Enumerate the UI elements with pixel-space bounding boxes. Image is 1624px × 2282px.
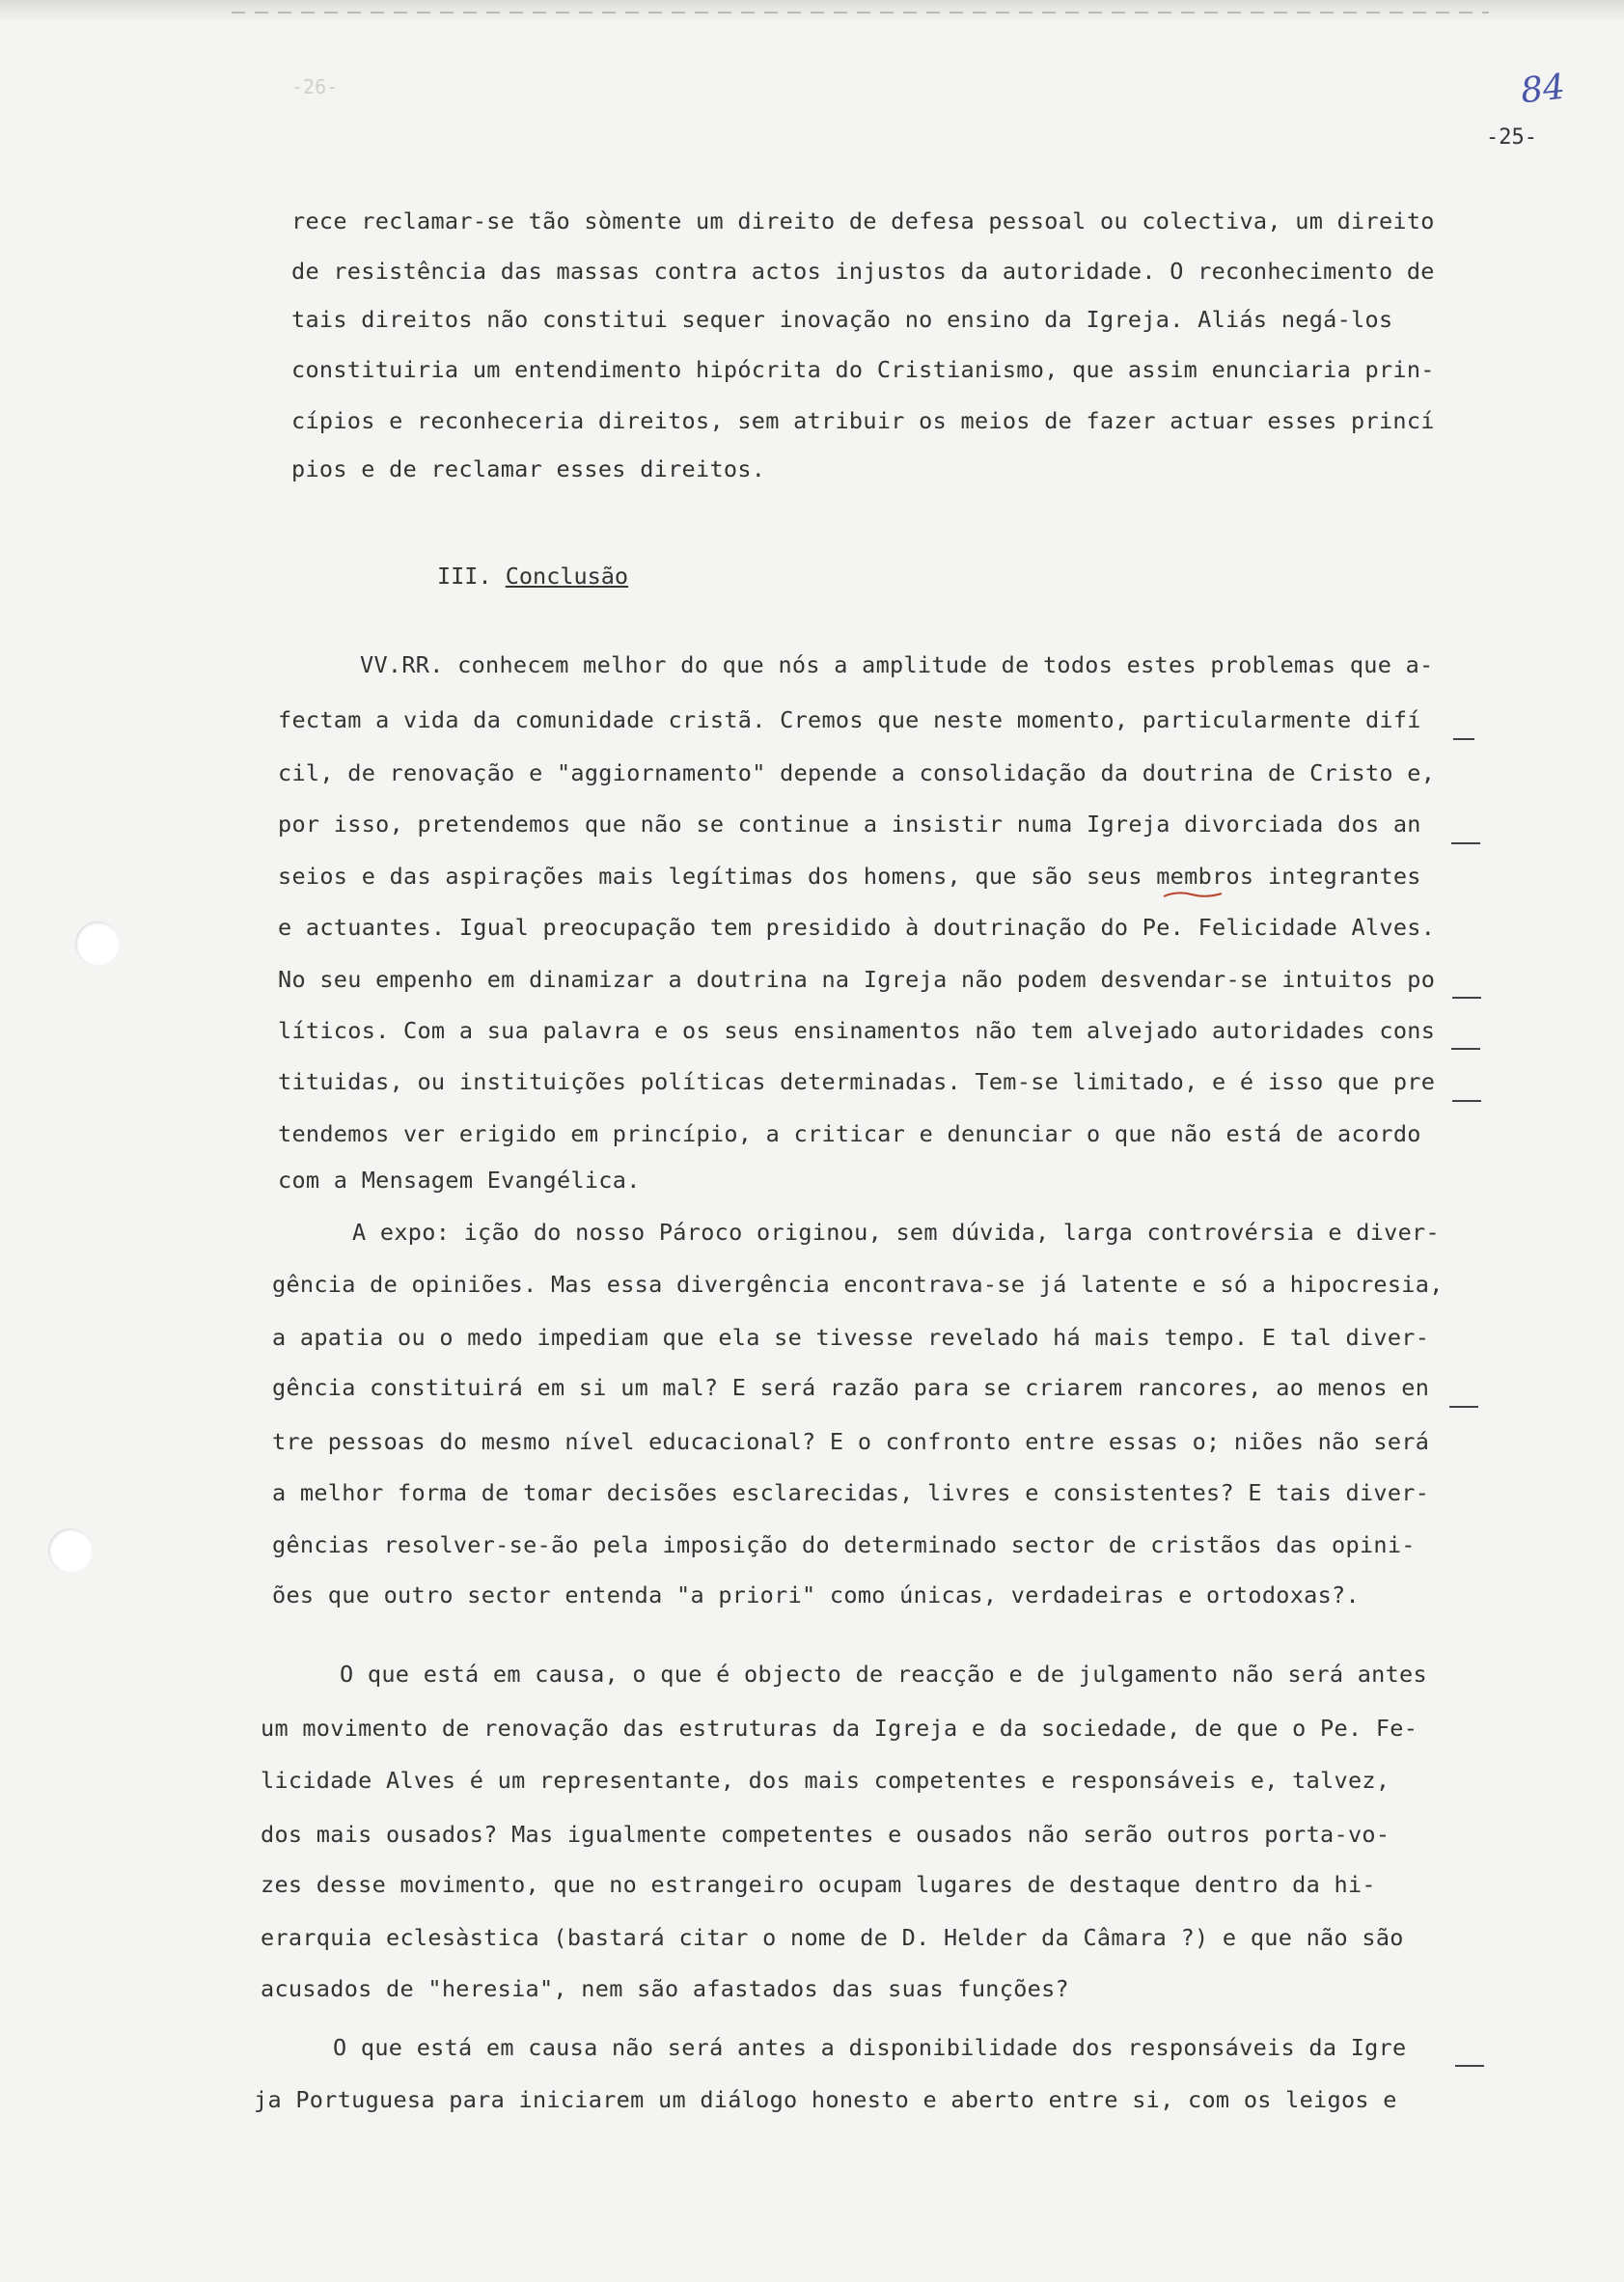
text-line: de resistência das massas contra actos injustos da autoridade. O reconhecimento de	[291, 258, 1435, 285]
text-line: líticos. Com a sua palavra e os seus ensinamentos não tem alvejado autoridades cons	[278, 1017, 1436, 1044]
text-line: A expo: ição do nosso Pároco originou, sem dúvida, larga controvérsia e diver-	[352, 1219, 1440, 1246]
page-edge-marks	[232, 12, 1489, 14]
underline-mark	[1449, 1406, 1478, 1408]
text-line: zes desse movimento, que no estrangeiro ocupam lugares de destaque dentro da hi-	[261, 1871, 1376, 1898]
text-line: dos mais ousados? Mas igualmente competentes e ousados não serão outros porta-vo-	[261, 1821, 1390, 1848]
text-line: por isso, pretendemos que não se continue a insistir numa Igreja divorciada dos an	[278, 811, 1421, 838]
red-pencil-squiggle	[1163, 891, 1223, 898]
section-heading	[437, 563, 628, 590]
text-line: fectam a vida da comunidade cristã. Cremos que neste momento, particularmente difí	[278, 706, 1421, 733]
text-line: constituiria um entendimento hipócrita do Cristianismo, que assim enunciaria prin-	[291, 356, 1435, 383]
text-line: rece reclamar-se tão sòmente um direito de defesa pessoal ou colectiva, um direito	[291, 207, 1435, 234]
text-line: ja Portuguesa para iniciarem um diálogo honesto e aberto entre si, com os leigos e	[254, 2086, 1397, 2113]
text-line: VV.RR. conhecem melhor do que nós a amplitude de todos estes problemas que a-	[360, 651, 1434, 678]
text-line: ões que outro sector entenda "a priori" como únicas, verdadeiras e ortodoxas?.	[272, 1581, 1360, 1608]
text-line: tituidas, ou instituições políticas determinadas. Tem-se limitado, e é isso que pre	[278, 1068, 1436, 1095]
text-line: e actuantes. Igual preocupação tem presidido à doutrinação do Pe. Felicidade Alves.	[278, 914, 1436, 941]
text-line: erarquia eclesàstica (bastará citar o nome de D. Helder da Câmara ?) e que não são	[261, 1924, 1404, 1951]
text-line: O que está em causa, o que é objecto de reacção e de julgamento não será antes	[340, 1661, 1427, 1688]
text-line: a melhor forma de tomar decisões esclarecidas, livres e consistentes? E tais diver-	[272, 1479, 1430, 1506]
text-line: tre pessoas do mesmo nível educacional? E o confronto entre essas o; niões não será	[272, 1428, 1430, 1455]
text-line: um movimento de renovação das estruturas da Igreja e da sociedade, de que o Pe. Fe-	[261, 1715, 1418, 1742]
underline-mark	[1455, 2065, 1484, 2067]
text-line: pios e de reclamar esses direitos.	[291, 455, 766, 482]
text-line: gência constituirá em si um mal? E será razão para se criarem rancores, ao menos en	[272, 1374, 1430, 1401]
underline-mark	[1451, 842, 1480, 844]
text-line: cil, de renovação e "aggiornamento" depende a consolidação da doutrina de Cristo e,	[278, 759, 1436, 786]
section-title: Conclusão	[505, 563, 629, 590]
handwritten-folio-number: 84	[1518, 67, 1567, 112]
text-line: licidade Alves é um representante, dos mais competentes e responsáveis e, talvez,	[261, 1767, 1390, 1794]
underline-mark	[1453, 738, 1474, 740]
faint-page-mark: -26-	[291, 75, 339, 98]
text-line: cípios e reconheceria direitos, sem atribuir os meios de fazer actuar esses princí	[291, 407, 1435, 434]
text-line: acusados de "heresia", nem são afastados das suas funções?	[261, 1975, 1069, 2002]
text-line: gência de opiniões. Mas essa divergência encontrava-se já latente e só a hipocresia,	[272, 1271, 1444, 1298]
text-line: gências resolver-se-ão pela imposição do determinado sector de cristãos das opini-	[272, 1531, 1416, 1558]
underline-mark	[1452, 997, 1481, 999]
punch-hole-lower	[48, 1528, 93, 1573]
text-line: a apatia ou o medo impediam que ela se tivesse revelado há mais tempo. E tal diver-	[272, 1324, 1430, 1351]
page-number: -25-	[1486, 125, 1537, 150]
underline-mark	[1452, 1100, 1481, 1102]
section-number: III.	[437, 563, 492, 590]
underline-mark	[1451, 1048, 1480, 1050]
text-line: O que está em causa não será antes a disponibilidade dos responsáveis da Igre	[333, 2034, 1407, 2061]
text-line: seios e das aspirações mais legítimas dos homens, que são seus membros integrantes	[278, 863, 1421, 890]
punch-hole-upper	[75, 921, 120, 966]
text-line: tais direitos não constitui sequer inovação no ensino da Igreja. Aliás negá-los	[291, 306, 1393, 333]
text-line: tendemos ver erigido em princípio, a criticar e denunciar o que não está de acordo	[278, 1120, 1421, 1147]
text-line: No seu empenho em dinamizar a doutrina na Igreja não podem desvendar-se intuitos po	[278, 966, 1436, 993]
text-line: com a Mensagem Evangélica.	[278, 1167, 641, 1194]
